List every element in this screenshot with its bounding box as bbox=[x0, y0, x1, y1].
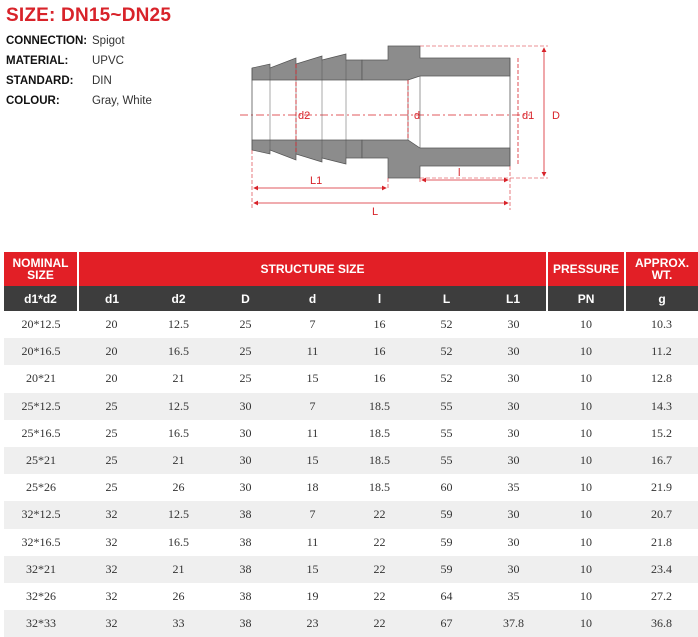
subheader-cell: L1 bbox=[480, 286, 547, 311]
table-cell: 32*21 bbox=[4, 556, 78, 583]
spec-value: DIN bbox=[92, 75, 112, 87]
page-title: SIZE: DN15~DN25 bbox=[6, 5, 172, 26]
table-cell: 22 bbox=[346, 501, 413, 528]
table-cell: 10 bbox=[547, 610, 625, 637]
table-cell: 18.5 bbox=[346, 447, 413, 474]
subheader-cell: d bbox=[279, 286, 346, 311]
table-cell: 30 bbox=[480, 420, 547, 447]
table-cell: 32*12.5 bbox=[4, 501, 78, 528]
table-cell: 10 bbox=[547, 501, 625, 528]
table-cell: 16.5 bbox=[145, 338, 212, 365]
table-cell: 25 bbox=[78, 420, 145, 447]
spec-key: COLOUR: bbox=[6, 95, 60, 107]
table-cell: 10 bbox=[547, 365, 625, 392]
header-structure-size: STRUCTURE SIZE bbox=[78, 252, 547, 286]
table-cell: 15 bbox=[279, 447, 346, 474]
table-cell: 12.5 bbox=[145, 393, 212, 420]
subheader-cell: PN bbox=[547, 286, 625, 311]
table-cell: 30 bbox=[212, 447, 279, 474]
header-nominal-size: NOMINAL SIZE bbox=[4, 252, 78, 286]
table-cell: 30 bbox=[212, 474, 279, 501]
table-cell: 11 bbox=[279, 338, 346, 365]
table-cell: 32*26 bbox=[4, 583, 78, 610]
table-cell: 59 bbox=[413, 556, 480, 583]
table-cell: 38 bbox=[212, 529, 279, 556]
table-row bbox=[4, 447, 698, 474]
table-cell: 23.4 bbox=[625, 556, 698, 583]
table-cell: 20*21 bbox=[4, 365, 78, 392]
d1-label: d1 bbox=[522, 110, 535, 122]
table-cell: 10 bbox=[547, 393, 625, 420]
L1-label: L1 bbox=[310, 175, 323, 187]
table-cell: 11 bbox=[279, 529, 346, 556]
table-cell: 55 bbox=[413, 420, 480, 447]
table-cell: 25 bbox=[212, 338, 279, 365]
table-cell: 22 bbox=[346, 529, 413, 556]
table-cell: 10 bbox=[547, 529, 625, 556]
table-cell: 10 bbox=[547, 338, 625, 365]
subheader-cell: d1*d2 bbox=[4, 286, 78, 311]
table-body bbox=[4, 311, 698, 637]
spec-value: Gray, White bbox=[92, 95, 152, 107]
table-cell: 10 bbox=[547, 556, 625, 583]
table-cell: 14.3 bbox=[625, 393, 698, 420]
l-label: l bbox=[458, 167, 461, 179]
spec-table bbox=[4, 252, 698, 637]
spec-key: STANDARD: bbox=[6, 75, 74, 87]
table-cell: 30 bbox=[212, 393, 279, 420]
table-row bbox=[4, 365, 698, 392]
table-cell: 10 bbox=[547, 474, 625, 501]
table-cell: 18.5 bbox=[346, 393, 413, 420]
table-cell: 20*12.5 bbox=[4, 311, 78, 338]
table-cell: 22 bbox=[346, 610, 413, 637]
table-cell: 23 bbox=[279, 610, 346, 637]
table-cell: 32*16.5 bbox=[4, 529, 78, 556]
table-cell: 38 bbox=[212, 501, 279, 528]
d-label: d bbox=[414, 110, 421, 122]
table-cell: 36.8 bbox=[625, 610, 698, 637]
table-cell: 52 bbox=[413, 338, 480, 365]
table-cell: 16 bbox=[346, 311, 413, 338]
table-cell: 35 bbox=[480, 474, 547, 501]
table-cell: 16.5 bbox=[145, 420, 212, 447]
table-cell: 30 bbox=[480, 556, 547, 583]
technical-drawing bbox=[230, 38, 570, 218]
table-cell: 20 bbox=[78, 311, 145, 338]
table-row bbox=[4, 610, 698, 637]
table-cell: 21 bbox=[145, 556, 212, 583]
table-cell: 12.5 bbox=[145, 501, 212, 528]
spec-row-connection bbox=[6, 31, 152, 51]
table-cell: 27.2 bbox=[625, 583, 698, 610]
table-cell: 30 bbox=[480, 365, 547, 392]
table-cell: 16 bbox=[346, 365, 413, 392]
table-cell: 25 bbox=[78, 447, 145, 474]
table-cell: 21 bbox=[145, 365, 212, 392]
table-cell: 22 bbox=[346, 583, 413, 610]
table-cell: 25 bbox=[212, 365, 279, 392]
table-cell: 26 bbox=[145, 474, 212, 501]
table-cell: 10 bbox=[547, 311, 625, 338]
table-cell: 25*16.5 bbox=[4, 420, 78, 447]
spec-list bbox=[6, 31, 152, 111]
table-cell: 30 bbox=[480, 529, 547, 556]
subheader-cell: l bbox=[346, 286, 413, 311]
table-cell: 15 bbox=[279, 365, 346, 392]
table-cell: 15 bbox=[279, 556, 346, 583]
subheader-row bbox=[4, 286, 698, 311]
table-cell: 21 bbox=[145, 447, 212, 474]
table-cell: 25*21 bbox=[4, 447, 78, 474]
table-cell: 11 bbox=[279, 420, 346, 447]
table-row bbox=[4, 583, 698, 610]
table-cell: 30 bbox=[480, 447, 547, 474]
table-cell: 37.8 bbox=[480, 610, 547, 637]
table-cell: 30 bbox=[480, 501, 547, 528]
table-cell: 32 bbox=[78, 556, 145, 583]
table-cell: 25*26 bbox=[4, 474, 78, 501]
table-cell: 33 bbox=[145, 610, 212, 637]
barb-top bbox=[252, 54, 362, 80]
body-top bbox=[362, 46, 510, 80]
subheader-cell: g bbox=[625, 286, 698, 311]
L-label: L bbox=[372, 206, 379, 218]
D-label: D bbox=[552, 110, 560, 122]
table-cell: 19 bbox=[279, 583, 346, 610]
table-cell: 30 bbox=[212, 420, 279, 447]
table-row bbox=[4, 311, 698, 338]
table-cell: 20.7 bbox=[625, 501, 698, 528]
table-cell: 32*33 bbox=[4, 610, 78, 637]
table-cell: 64 bbox=[413, 583, 480, 610]
table-row bbox=[4, 393, 698, 420]
subheader-cell: d1 bbox=[78, 286, 145, 311]
table-cell: 21.8 bbox=[625, 529, 698, 556]
table-cell: 25 bbox=[78, 474, 145, 501]
table-cell: 32 bbox=[78, 583, 145, 610]
table-cell: 11.2 bbox=[625, 338, 698, 365]
table-cell: 10.3 bbox=[625, 311, 698, 338]
table-cell: 10 bbox=[547, 583, 625, 610]
table-cell: 38 bbox=[212, 556, 279, 583]
table-cell: 32 bbox=[78, 610, 145, 637]
table-cell: 32 bbox=[78, 529, 145, 556]
table-cell: 30 bbox=[480, 338, 547, 365]
table-cell: 16.5 bbox=[145, 529, 212, 556]
table-cell: 38 bbox=[212, 610, 279, 637]
table-cell: 16 bbox=[346, 338, 413, 365]
table-cell: 26 bbox=[145, 583, 212, 610]
table-row bbox=[4, 338, 698, 365]
table-cell: 30 bbox=[480, 311, 547, 338]
table-cell: 18.5 bbox=[346, 474, 413, 501]
body-bottom bbox=[362, 140, 510, 178]
barb-bottom bbox=[252, 140, 362, 164]
table-cell: 55 bbox=[413, 447, 480, 474]
table-cell: 67 bbox=[413, 610, 480, 637]
table-cell: 38 bbox=[212, 583, 279, 610]
table-cell: 20 bbox=[78, 338, 145, 365]
table-cell: 52 bbox=[413, 365, 480, 392]
spec-key: MATERIAL: bbox=[6, 55, 69, 67]
table-cell: 32 bbox=[78, 501, 145, 528]
table-cell: 16.7 bbox=[625, 447, 698, 474]
table-cell: 18.5 bbox=[346, 420, 413, 447]
table-cell: 55 bbox=[413, 393, 480, 420]
table-cell: 7 bbox=[279, 311, 346, 338]
table-row bbox=[4, 474, 698, 501]
spec-row-standard bbox=[6, 71, 152, 91]
header-row bbox=[4, 252, 698, 286]
header-approx-wt: APPROX. WT. bbox=[625, 252, 698, 286]
table-row bbox=[4, 501, 698, 528]
table-cell: 18 bbox=[279, 474, 346, 501]
table-cell: 20 bbox=[78, 365, 145, 392]
table-cell: 25 bbox=[78, 393, 145, 420]
spec-key: CONNECTION: bbox=[6, 35, 88, 47]
table-row bbox=[4, 420, 698, 447]
table-cell: 7 bbox=[279, 393, 346, 420]
d2-label: d2 bbox=[298, 110, 311, 122]
table-cell: 22 bbox=[346, 556, 413, 583]
subheader-cell: L bbox=[413, 286, 480, 311]
spec-row-colour bbox=[6, 91, 152, 111]
table-cell: 52 bbox=[413, 311, 480, 338]
subheader-cell: D bbox=[212, 286, 279, 311]
table-cell: 20*16.5 bbox=[4, 338, 78, 365]
table-cell: 35 bbox=[480, 583, 547, 610]
table-cell: 15.2 bbox=[625, 420, 698, 447]
table-cell: 30 bbox=[480, 393, 547, 420]
subheader-cell: d2 bbox=[145, 286, 212, 311]
table-cell: 60 bbox=[413, 474, 480, 501]
table-cell: 10 bbox=[547, 447, 625, 474]
table-cell: 12.8 bbox=[625, 365, 698, 392]
table-cell: 59 bbox=[413, 501, 480, 528]
spec-value: UPVC bbox=[92, 55, 124, 67]
table-cell: 59 bbox=[413, 529, 480, 556]
table-cell: 25*12.5 bbox=[4, 393, 78, 420]
table-cell: 21.9 bbox=[625, 474, 698, 501]
table-row bbox=[4, 529, 698, 556]
table-cell: 12.5 bbox=[145, 311, 212, 338]
spec-value: Spigot bbox=[92, 35, 125, 47]
header-pressure: PRESSURE bbox=[547, 252, 625, 286]
table-cell: 7 bbox=[279, 501, 346, 528]
table-row bbox=[4, 556, 698, 583]
spec-row-material bbox=[6, 51, 152, 71]
table-cell: 10 bbox=[547, 420, 625, 447]
table-cell: 25 bbox=[212, 311, 279, 338]
